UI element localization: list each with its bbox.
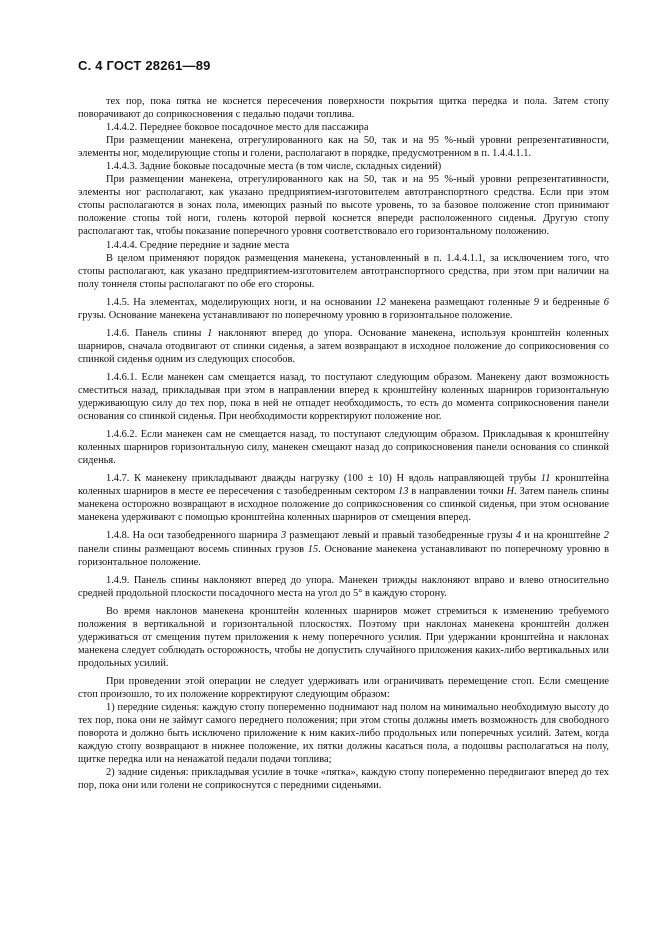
paragraph: тех пор, пока пятка не коснется пересечения поверхности покрытия щитка передка и пола. Затем стопу поворачивают до соприкосновения с педалью подачи топлива. [78,96,609,121]
paragraph: 1.4.9. Панель спины наклоняют вперед до упора. Манекен трижды наклоняют вправо и влево относительно средней продольной плоскости посадочного места на угол до 5° в каждую сторону. [78,574,609,599]
paragraph: 1.4.4.3. Задние боковые посадочные места (в том числе, складных сидений) [106,161,442,173]
paragraph: 1.4.8. На оси тазобедренного шарнира 3 размещают левый и правый тазобедренные грузы 4 и на кронштейне 2 панели спины размещают восемь спинных грузов 15. Основание манекена устанавливают по поперечному уровню в горизонтальное положение. [78,530,609,568]
paragraph: 1.4.5. На элементах, моделирующих ноги, и на основании 12 манекена размещают голенные 9 и бедренные 6 грузы. Основание манекена устанавливают по поперечному уровню в горизонтальное положение. [78,296,609,321]
paragraph: При размещении манекена, отрегулированного как на 50, так и на 95 %-ный уровни репрезентативности, элементы ног, моделирующие стопы и голени, располагают в порядке, предусмотренном в п. 1.4.4.1.1. [78,135,609,160]
list-item: 2) задние сиденья: прикладывая усилие в точке «пятка», каждую стопу попеременно передвигают вперед до тех пор, пока они или голени не соприкоснутся с передними сиденьями. [78,767,609,792]
paragraph: В целом применяют порядок размещения манекена, установленный в п. 1.4.4.1.1, за исключением того, что стопы располагают, как указано предприятием-изготовителем автотранспортного средства, при этом при наличии на полу тоннеля стопы располагают по обе его стороны. [78,252,609,290]
paragraph: 1.4.4.4. Средние передние и задние места [106,239,290,251]
paragraph: При проведении этой операции не следует удерживать или ограничивать перемещение стоп. Если смещение стоп произошло, то их положение корректируют следующим образом: [78,675,609,700]
paragraph: При размещении манекена, отрегулированного как на 50, так и на 95 %-ный уровни репрезентативности, элементы ног располагают, как указано предприятием-изготовителем автотранспортного средства. Если при этом стопы располагаются в зонах пола, имеющих разный по высоте уровень, то за базовое положение стоп принимают положение стопы той ноги, голень которой первой коснется впереди расположенного сиденья. Другую стопу располагают так, чтобы показание поперечного уровня соответствовало его горизонтальному положению. [78,174,609,238]
paragraph: 1.4.6.1. Если манекен сам смещается назад, то поступают следующим образом. Манекену дают возможность сместиться назад, прикладывая при этом в направлении вперед к кронштейну коленных шарниров горизонтальную удерживающую силу до тех пор, пока в ней не отпадет необходимость, то есть до момента соприкосновения панели основания со спинкой сиденья. При необходимости корректируют положение ног. [78,371,609,423]
paragraph: 1.4.6. Панель спины 1 наклоняют вперед до упора. Основание манекена, используя кронштейн коленных шарниров, сначала отодвигают от спинки сиденья, а затем возвращают в исходное положение до соприкосновения со спинкой сиденья одним из следующих способов. [78,327,609,365]
paragraph: 1.4.7. К манекену прикладывают дважды нагрузку (100 ± 10) Н вдоль направляющей трубы 11 кронштейна коленных шарниров в месте ее пересечения с тазобедренным сектором 13 в направлении точки Н. Затем панель спины манекена осторожно возвращают в исходное положение до соприкосновения со спинкой сиденья, при этом основание манекена удерживают с помощью кронштейна коленных шарниров от смещения вперед. [78,473,609,524]
page-header: С. 4 ГОСТ 28261—89 [78,58,211,73]
paragraph: Во время наклонов манекена кронштейн коленных шарниров может стремиться к изменению требуемого положения в вертикальной и горизонтальной плоскостях. Поэтому при наклонах манекена кронштейн должен удерживаться от смещения путем приложения к нему поперечного усилия. При удержании кронштейна и наклонах манекена следует соблюдать осторожность, чтобы не допустить случайного приложения каких-либо вертикальных или продольных усилий. [78,605,609,669]
document-body [78,95,609,792]
paragraph: 1.4.4.2. Переднее боковое посадочное место для пассажира [106,122,369,134]
list-item: 1) передние сиденья: каждую стопу попеременно поднимают над полом на минимально необходимую высоту до тех пор, пока они не займут самого переднего положения; при этом стопы должны иметь возможность для свободного поворота и должно быть исключено приложение к ним каких-либо продольных или поперечных усилий. Затем, когда каждую стопу возвращают в нижнее положение, их пятки должны касаться пола, а подошвы располагаться на полу, щитке передка или на ненажатой педали подачи топлива; [78,702,609,766]
paragraph: 1.4.6.2. Если манекен сам не смещается назад, то поступают следующим образом. Прикладывая к кронштейну коленных шарниров горизонтальную силу, манекен смещают назад до соприкосновения панели основания со спинкой сиденья. [78,429,609,467]
